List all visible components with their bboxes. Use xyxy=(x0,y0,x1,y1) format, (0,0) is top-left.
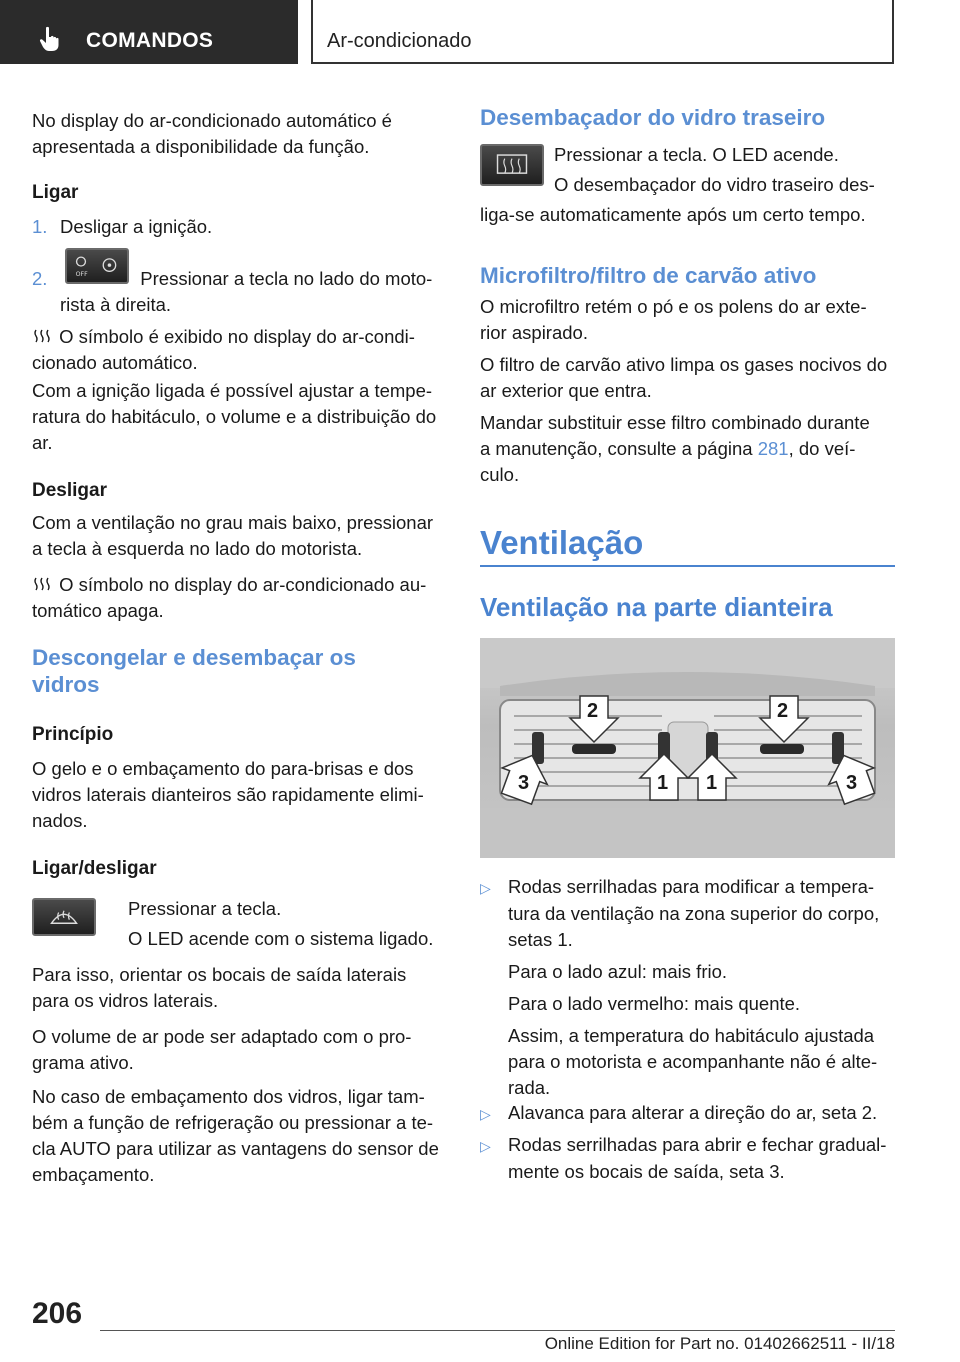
bullet-item: ▷ Rodas serrilhadas para abrir e fechar gradual- mente os bocais de saída, seta 3. xyxy=(480,1134,887,1182)
hand-pointer-icon xyxy=(38,26,62,52)
footer-rule xyxy=(100,1330,895,1331)
ligar-heading: Ligar xyxy=(32,182,79,203)
photo-label-1-right: 1 xyxy=(706,772,718,794)
volume-text: O volume de ar pode ser adaptado com o pro- grama ativo. xyxy=(32,1026,412,1073)
fan-symbol-icon xyxy=(32,328,54,346)
rear-defrost-instructions: Pressionar a tecla. O LED acende. O desembaçador do vidro traseiro des- xyxy=(554,144,875,195)
bullet-item: ▷ Rodas serrilhadas para modificar a tempera- tura da ventilação na zona superior do corpo, setas 1. Para o lado azul: mais frio. Para o lado vermelho: mais quente. Assim, a temperatura do habitáculo ajustada para o motorista e acompanhante não é alte- rada. xyxy=(480,876,880,1098)
triangle-bullet-icon: ▷ xyxy=(480,1106,491,1122)
filter-paragraph-1: O microfiltro retém o pó e os polens do ar exte- rior aspirado. xyxy=(480,296,867,343)
principio-text: O gelo e o embaçamento do para-brisas e dos vidros laterais dianteiros são rapidamente elimi- nados. xyxy=(32,758,424,831)
ligar-desligar-heading: Ligar/desligar xyxy=(32,858,157,879)
filter-paragraph-3: Mandar substituir esse filtro combinado durante a manutenção, consulte a página 281, do veí- culo. xyxy=(480,412,870,485)
filter-heading: Microfiltro/filtro de carvão ativo xyxy=(480,263,817,288)
ventilacao-title: Ventilação xyxy=(480,524,644,561)
photo-label-3-left: 3 xyxy=(518,772,530,794)
front-defrost-button-icon xyxy=(32,898,96,936)
ventilacao-dianteira-title: Ventilação na parte dianteira xyxy=(480,592,833,622)
ligar-note: O símbolo é exibido no display do ar-condi- cionado automático. xyxy=(32,326,415,373)
air-vents-photo xyxy=(480,638,895,858)
svg-text:OFF: OFF xyxy=(75,270,88,278)
edition-info: Online Edition for Part no. 01402662511 - II/18 xyxy=(544,1334,895,1353)
triangle-bullet-icon: ▷ xyxy=(480,880,491,896)
defrost-heading: Descongelar e desembaçar os vidros xyxy=(32,645,356,697)
step-2: 2. OFF Pressionar a tecla no lado do moto- rista à direita. xyxy=(32,248,452,318)
photo-label-2-left: 2 xyxy=(587,700,599,722)
fan-off-button-icon xyxy=(65,248,129,284)
photo-label-1-left: 1 xyxy=(657,772,669,794)
title-rule xyxy=(480,565,895,567)
rear-defrost-heading: Desembaçador do vidro traseiro xyxy=(480,105,826,130)
photo-label-3-right: 3 xyxy=(846,772,858,794)
ligar-desligar-instructions: Pressionar a tecla. O LED acende com o sistema ligado. xyxy=(128,898,434,949)
triangle-bullet-icon: ▷ xyxy=(480,1138,491,1154)
intro-paragraph: No display do ar-condicionado automático é apresentada a disponibilidade da função. xyxy=(32,110,392,157)
embacamento-text: No caso de embaçamento dos vidros, ligar tam- bém a função de refrigeração ou pressionar a te- cla AUTO para utilizar as vantagens do sensor de embaçamento. xyxy=(32,1086,439,1185)
rear-defrost-button-icon xyxy=(480,144,544,186)
bocais-text: Para isso, orientar os bocais de saída laterais para os vidros laterais. xyxy=(32,964,407,1011)
desligar-note: O símbolo no display do ar-condicionado au- tomático apaga. xyxy=(32,574,427,621)
ligar-text: Com a ignição ligada é possível ajustar a tempe- ratura do habitáculo, o volume e a distribuição do ar. xyxy=(32,380,437,453)
bullet-item: ▷ Alavanca para alterar a direção do ar, seta 2. xyxy=(480,1100,877,1127)
chapter-tab xyxy=(311,0,894,64)
chapter-title: Ar-condicionado xyxy=(327,30,472,52)
rear-defrost-auto-off: liga-se automaticamente após um certo tempo. xyxy=(480,204,866,225)
page-281-link[interactable]: 281 xyxy=(757,438,789,459)
section-title: COMANDOS xyxy=(86,29,214,52)
photo-label-2-right: 2 xyxy=(777,700,789,722)
desligar-text: Com a ventilação no grau mais baixo, pressionar a tecla à esquerda no lado do motorista. xyxy=(32,512,434,559)
step-1: 1. Desligar a ignição. xyxy=(32,216,213,237)
page-number: 206 xyxy=(32,1297,83,1330)
desligar-heading: Desligar xyxy=(32,480,107,501)
filter-paragraph-2: O filtro de carvão ativo limpa os gases nocivos do ar exterior que entra. xyxy=(480,354,888,401)
fan-symbol-icon xyxy=(32,576,54,594)
section-tab xyxy=(0,0,298,64)
principio-heading: Princípio xyxy=(32,724,114,745)
